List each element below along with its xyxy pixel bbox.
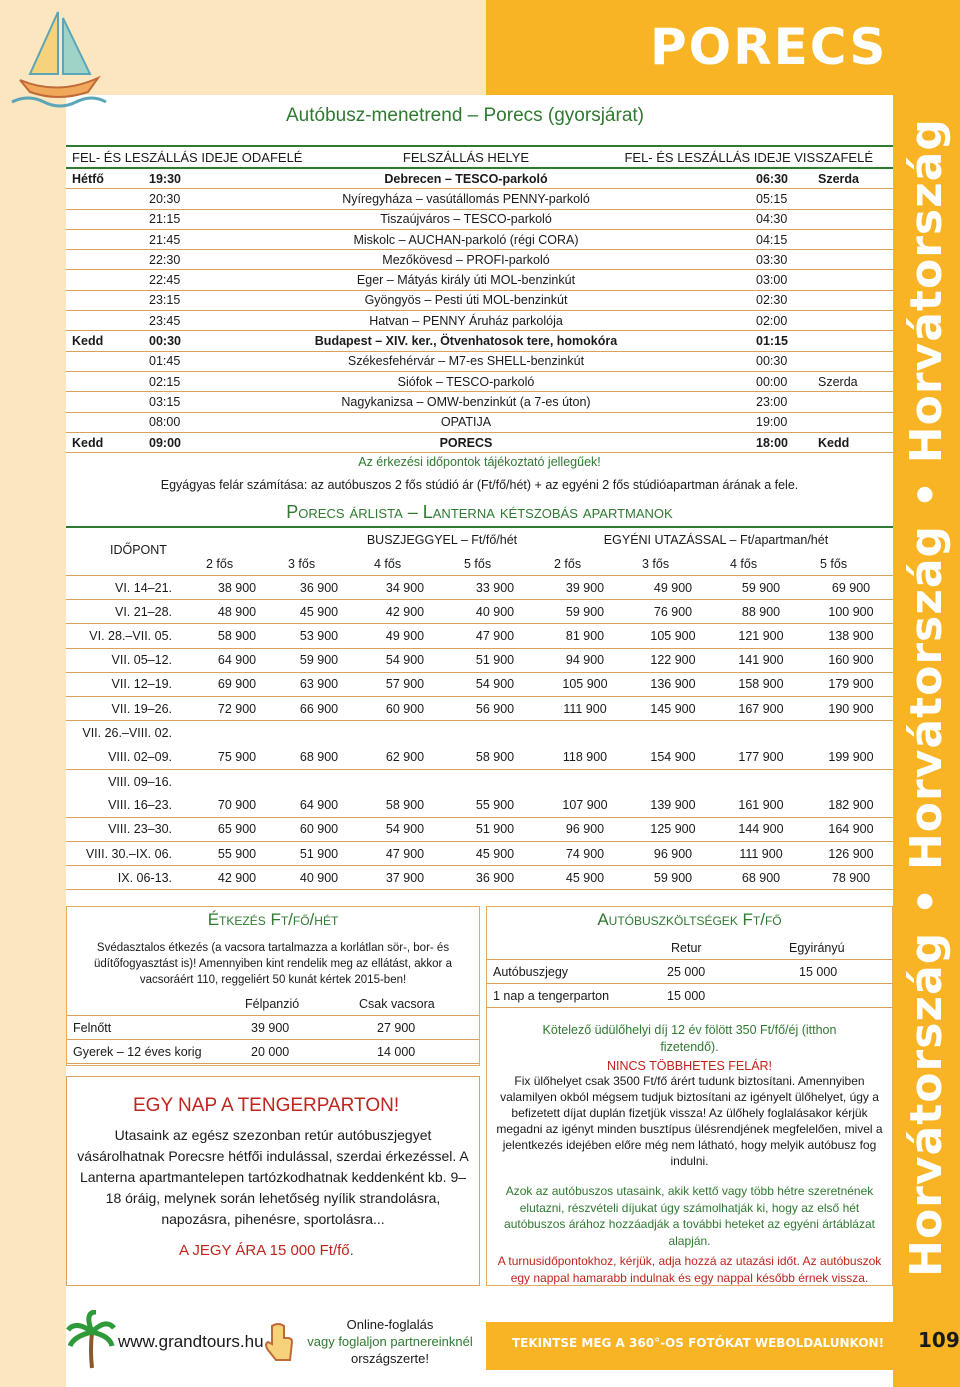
meals-row [67,1016,479,1040]
price-cell: 36 900 [299,580,339,595]
price-period: VIII. 02–09. [108,749,172,764]
price-cell: 74 900 [565,846,605,861]
meals-desc: Svédasztalos étkezés (a vacsora tartalmazza a korlátlan sör-, bor- és üdítőfogyasztást is)! Amennyiben kint rendelik meg az ellátást, akkor a vacsoráért 110, reggeliért 50 kunát kértek 2015-ben! [94,942,452,986]
price-cell: 121 900 [738,628,784,643]
price-cell: 126 900 [828,846,874,861]
meals-b: 27 900 [377,1020,416,1035]
price-cell: 59 900 [299,653,339,668]
row-time-back: 02:00 [756,313,788,328]
price-period: VII. 19–26. [111,701,172,716]
size-head: 5 fős [820,556,848,571]
timetable-row [66,291,893,311]
row-time-back: 19:00 [756,415,788,430]
price-cell: 141 900 [738,653,784,668]
timetable-row [66,210,893,230]
price-cell: 75 900 [217,749,257,764]
row-time-back: 04:30 [756,212,788,227]
bus-costs-title: Autóbuszköltségek Ft/fő [597,910,782,929]
price-row [66,794,893,818]
timetable-row [66,413,893,433]
price-cell: 59 900 [653,870,693,885]
price-cell: 45 900 [299,604,339,619]
price-cell: 111 900 [563,701,607,716]
timetable-row [66,311,893,331]
website-link[interactable]: www.grandtours.hu [118,1332,264,1351]
price-cell: 78 900 [831,870,871,885]
price-cell: 47 900 [475,628,515,643]
bus-b: 15 000 [799,964,838,979]
price-cell: 68 900 [741,870,781,885]
row-time-out: 00:30 [149,334,181,349]
price-cell: 40 900 [299,870,339,885]
meals-col2: Csak vacsora [359,996,435,1011]
row-time-back: 00:00 [756,374,788,389]
online-line-2: vagy foglaljon partnereinknél [307,1334,473,1349]
timetable-row [66,392,893,412]
row-place: Nyíregyháza – vasútállomás PENNY-parkoló [342,191,590,206]
price-row [66,673,893,697]
price-cell: 45 900 [475,846,515,861]
meals-header [67,992,479,1016]
row-time-out: 21:45 [149,232,181,247]
price-row [66,624,893,648]
row-time-back: 00:30 [756,354,788,369]
price-cell: 105 900 [562,677,608,692]
price-period: VIII. 16–23. [108,798,172,813]
beach-title: EGY NAP A TENGERPARTON! [133,1095,400,1116]
price-cell: 81 900 [565,628,605,643]
price-cell: 54 900 [475,677,515,692]
row-time-out: 19:30 [149,171,181,186]
size-head: 2 fős [206,556,234,571]
row-day-back: Kedd [818,435,850,450]
price-cell: 56 900 [475,701,515,716]
row-place: Mezőkövesd – PROFI-parkoló [382,252,550,267]
bus-col1: Retur [671,940,702,955]
bus-row [487,960,892,984]
price-cell: 177 900 [738,749,784,764]
meals-title: Étkezés Ft/fő/hét [207,910,339,929]
beach-price: A JEGY ÁRA 15 000 Ft/fő. [179,1242,354,1259]
row-time-out: 08:00 [149,415,181,430]
price-cell: 47 900 [385,846,425,861]
row-time-back: 05:15 [756,191,788,206]
price-cell: 66 900 [299,701,339,716]
price-cell: 63 900 [299,677,339,692]
price-row [66,600,893,624]
price-cell: 55 900 [217,846,257,861]
price-cell: 107 900 [562,798,608,813]
price-cell: 60 900 [299,822,339,837]
period-head: IDŐPONT [110,543,167,557]
row-time-out: 23:45 [149,313,181,328]
timetable-row [66,230,893,250]
page-title: PORECS [650,18,888,76]
row-time-out: 22:45 [149,273,181,288]
row-place: Budapest – XIV. ker., Ötvenhatosok tere, homokóra [314,334,618,349]
price-cell: 138 900 [828,628,874,643]
footer-banner-text: TEKINTSE MEG A 360°-OS FOTÓKAT WEBOLDALUNKON! [512,1336,885,1350]
vertical-banner [893,95,960,1300]
timetable-row [66,372,893,392]
meals-b: 14 000 [377,1044,416,1059]
row-place: Debrecen – TESCO-parkoló [384,171,548,186]
size-head: 4 fős [730,556,758,571]
price-row [66,576,893,600]
row-time-back: 04:15 [756,232,788,247]
price-period: VIII. 23–30. [108,822,172,837]
bus-label: 1 nap a tengerparton [493,988,610,1003]
price-cell: 39 900 [565,580,605,595]
price-row [66,745,893,769]
row-day-out: Hétfő [72,171,104,186]
head-down: FEL- ÉS LESZÁLLÁS IDEJE VISSZAFELÉ [624,149,873,165]
price-cell: 69 900 [831,580,871,595]
price-row [66,721,893,745]
row-time-back: 18:00 [756,435,788,450]
timetable-row [66,189,893,209]
row-place: Székesfehérvár – M7-es SHELL-benzinkút [347,354,585,369]
price-period: IX. 06-13. [117,870,172,885]
row-place: Nagykanizsa – OMW-benzinkút (a 7-es úton) [341,394,591,409]
price-cell: 64 900 [299,798,339,813]
vertical-banner-text: Horvátország • Horvátország • Horvátország [901,118,952,1277]
bus-label: Autóbuszjegy [493,964,569,979]
price-cell: 49 900 [653,580,693,595]
price-cell: 179 900 [828,677,874,692]
price-cell: 164 900 [828,822,874,837]
price-cell: 76 900 [653,604,693,619]
head-place: FELSZÁLLÁS HELYE [402,149,530,165]
price-cell: 136 900 [650,677,696,692]
price-period: VI. 28.–VII. 05. [89,628,172,643]
size-head: 4 fős [374,556,402,571]
row-place: Eger – Mátyás király úti MOL-benzinkút [356,273,576,288]
price-cell: 55 900 [475,798,515,813]
row-time-back: 23:00 [756,394,788,409]
price-cell: 69 900 [217,677,257,692]
price-cell: 96 900 [565,822,605,837]
price-row [66,770,893,794]
price-period: VI. 14–21. [115,580,172,595]
meals-box [66,906,480,1066]
row-time-out: 01:45 [149,354,181,369]
price-cell: 49 900 [385,628,425,643]
price-cell: 68 900 [299,749,339,764]
price-cell: 158 900 [738,677,784,692]
left-band [0,0,66,1387]
price-cell: 36 900 [475,870,515,885]
row-time-out: 23:15 [149,293,181,308]
online-line-1: Online-foglalás [346,1317,434,1332]
row-day-out: Kedd [72,435,104,450]
price-cell: 59 900 [565,604,605,619]
row-time-out: 21:15 [149,212,181,227]
price-cell: 37 900 [385,870,425,885]
price-cell: 122 900 [650,653,696,668]
meals-col1: Félpanzió [245,996,300,1011]
price-row [66,697,893,721]
row-place: Miskolc – AUCHAN-parkoló (régi CORA) [353,232,579,247]
price-cell: 105 900 [650,628,696,643]
beach-box [66,1076,480,1286]
size-head: 3 fős [642,556,670,571]
price-cell: 54 900 [385,653,425,668]
online-booking [300,1316,480,1367]
row-time-back: 01:15 [756,334,788,349]
price-row [66,649,893,673]
price-cell: 145 900 [650,701,696,716]
row-place: Gyöngyös – Pesti úti MOL-benzinkút [364,293,568,308]
timetable-header [66,145,893,169]
price-row [66,842,893,866]
price-cell: 88 900 [741,604,781,619]
row-time-out: 02:15 [149,374,181,389]
row-place: Hatvan – PENNY Áruház parkolója [369,313,563,328]
row-time-out: 03:15 [149,394,181,409]
price-cell: 72 900 [217,701,257,716]
group-bus: BUSZJEGGYEL – Ft/fő/hét [366,533,518,547]
row-day-back: Szerda [818,171,859,186]
timetable-row [66,433,893,453]
price-cell: 65 900 [217,822,257,837]
bus-costs-table [487,936,892,1008]
price-list-title: Porecs árlista – Lanterna kétszobás apartmanok [286,502,673,522]
timetable-row [66,169,893,189]
price-cell: 42 900 [385,604,425,619]
meals-table [67,992,479,1064]
timetable-row [66,250,893,270]
size-head: 3 fős [288,556,316,571]
row-place: OPATIJA [440,415,492,430]
price-cell: 60 900 [385,701,425,716]
price-period: VII. 05–12. [111,653,172,668]
arrival-note: Az érkezési időpontok tájékoztató jellegűek! [358,455,601,469]
row-day-back: Szerda [818,374,858,389]
price-period: VIII. 09–16. [108,774,172,789]
price-cell: 161 900 [738,798,784,813]
online-line-3: országszerte! [350,1351,430,1366]
head-up: FEL- ÉS LESZÁLLÁS IDEJE ODAFELÉ [72,149,303,165]
price-cell: 57 900 [385,677,425,692]
row-day-out: Kedd [72,334,104,349]
bus-a: 15 000 [667,988,706,1003]
bus-row [487,984,892,1008]
hand-cursor-icon [262,1322,296,1362]
price-cell: 40 900 [475,604,515,619]
price-cell: 38 900 [217,580,257,595]
price-cell: 51 900 [475,653,515,668]
price-cell: 58 900 [217,628,257,643]
price-table [66,526,893,890]
price-cell: 199 900 [828,749,874,764]
row-time-back: 06:30 [756,171,788,186]
price-row [66,818,893,842]
tax-note: Kötelező üdülőhelyi díj 12 év fölött 350 Ft/fő/éj (itthon fizetendő). [542,1023,837,1054]
price-size-row [66,543,893,576]
price-period: VII. 12–19. [111,677,172,692]
bus-costs-box [486,906,893,1286]
timetable-row [66,331,893,351]
price-cell: 53 900 [299,628,339,643]
price-cell: 190 900 [828,701,874,716]
page-number: 109 [918,1328,960,1352]
price-period: VIII. 30.–IX. 06. [85,846,172,861]
price-cell: 94 900 [565,653,605,668]
price-cell: 58 900 [385,798,425,813]
timetable [66,145,893,453]
meals-a: 39 900 [251,1020,290,1035]
meals-label: Gyerek – 12 éves korig [73,1044,202,1059]
price-cell: 70 900 [217,798,257,813]
price-cell: 167 900 [738,701,784,716]
row-time-back: 03:30 [756,252,788,267]
surcharge-note: Egyágyas felár számítása: az autóbuszos 2 fős stúdió ár (Ft/fő/hét) + az egyéni 2 fős stúdióapartman árának a fele. [160,478,799,492]
palm-tree-icon [66,1310,116,1370]
price-cell: 54 900 [385,822,425,837]
price-cell: 144 900 [738,822,784,837]
price-row [66,866,893,890]
row-place: Tiszaújváros – TESCO-parkoló [380,212,552,227]
timetable-subtitle: Autóbusz-menetrend – Porecs (gyorsjárat) [286,105,644,126]
discount-note: Azok az autóbuszos utasaink, akik kettő vagy több hétre szeretnének elutazni, részvételi díjukat úgy számolhatják ki, hogy az első hét autóbuszos árához hozzáadják a további heteket az egyéni ártáblázat alapján. [504,1184,875,1248]
price-period: VI. 21–28. [115,604,172,619]
size-head: 2 fős [554,556,582,571]
price-cell: 182 900 [828,798,874,813]
sailboat-logo-icon [8,4,108,114]
price-cell: 96 900 [653,846,693,861]
top-band [66,0,486,95]
bus-header [487,936,892,960]
beach-text: Utasaink az egész szezonban retúr autóbuszjegyet vásárolhatnak Porecsre hétfői indulással, szerdai érkezéssel. A Lanterna apartmantelepen tartózkodhatnak keddenként kb. 9–18 óráig, melynek során lehetőség nyílik strandolásra, napozásra, pihenésre, sportolásra... [77,1127,469,1227]
row-time-out: 20:30 [149,191,181,206]
row-place: Siófok – TESCO-parkoló [397,374,535,389]
row-time-out: 09:00 [149,435,181,450]
turnus-note: A turnusidőpontokhoz, kérjük, adja hozzá az utazási időt. Az autóbuszok egy nappal hamarabb indulnak és egy nappal később érnek vissza. [497,1254,882,1285]
row-place: PORECS [439,435,493,450]
price-cell: 51 900 [475,822,515,837]
price-cell: 118 900 [562,749,608,764]
price-cell: 42 900 [217,870,257,885]
timetable-row [66,270,893,290]
timetable-row [66,352,893,372]
price-cell: 51 900 [299,846,339,861]
group-self: EGYÉNI UTAZÁSSAL – Ft/apartman/hét [603,533,829,547]
price-cell: 154 900 [650,749,696,764]
price-cell: 64 900 [217,653,257,668]
row-time-back: 03:00 [756,273,788,288]
price-cell: 48 900 [217,604,257,619]
price-cell: 125 900 [650,822,696,837]
price-cell: 100 900 [828,604,874,619]
meals-a: 20 000 [251,1044,290,1059]
price-cell: 33 900 [475,580,515,595]
price-cell: 34 900 [385,580,425,595]
price-cell: 111 900 [739,846,783,861]
no-more-note: NINCS TÖBBHETES FELÁR! [606,1059,773,1073]
meals-row [67,1040,479,1064]
row-time-back: 02:30 [756,293,788,308]
price-group-row [66,528,893,552]
price-cell: 139 900 [650,798,696,813]
price-cell: 62 900 [385,749,425,764]
meals-label: Felnőtt [73,1020,112,1035]
fix-seat-note: Fix ülőhelyet csak 3500 Ft/fő árért tudunk biztosítani. Amennyiben valamilyen okból mégsem tudjuk biztosítani az igényelt ülőhelyet, úgy a befizetett díjat duplán fizetjük vissza! Az ülőhely foglalásakor kérjük megadni az igényt minden busztípus ülésrendjének megfelelően, mivel a jelentkezés idejében előre még nem látható, hogy melyik autóbusz fog indulni. [496,1074,883,1168]
bus-a: 25 000 [667,964,706,979]
price-cell: 160 900 [828,653,874,668]
size-head: 5 fős [464,556,492,571]
row-time-out: 22:30 [149,252,181,267]
price-cell: 45 900 [565,870,605,885]
price-period: VII. 26.–VIII. 02. [82,726,172,741]
price-cell: 58 900 [475,749,515,764]
price-cell: 59 900 [741,580,781,595]
bus-col2: Egyirányú [789,940,845,955]
